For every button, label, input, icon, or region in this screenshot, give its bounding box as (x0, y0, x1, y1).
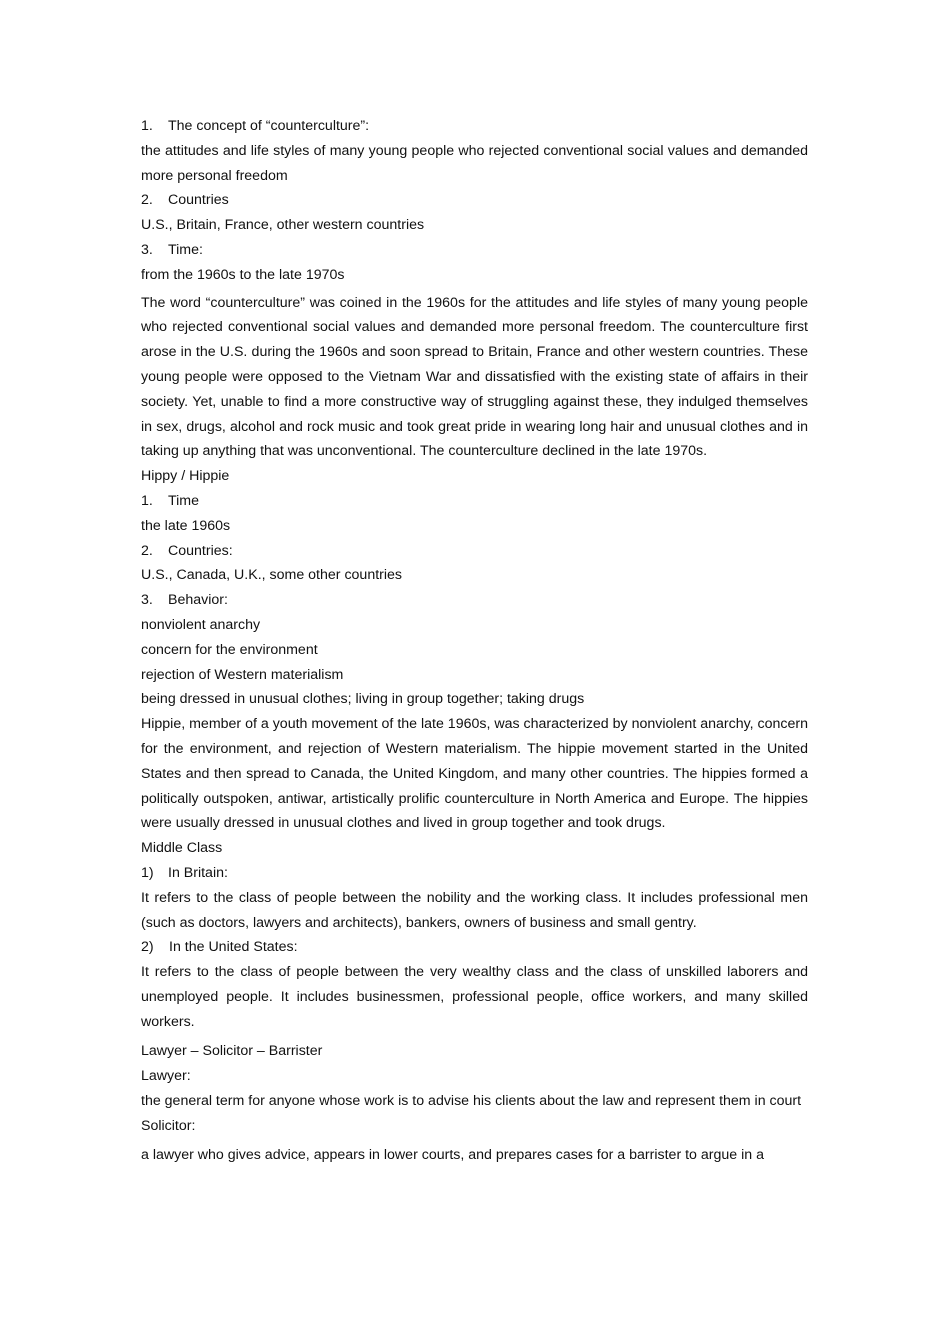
item-label: Countries: (168, 542, 233, 559)
item-number: 2. (141, 542, 153, 559)
item-label: Behavior: (168, 592, 228, 609)
counterculture-item-3 (141, 238, 808, 263)
middle-class-heading: Middle Class (141, 840, 223, 857)
hippie-item-3 (141, 588, 808, 613)
item-number: 2. (141, 192, 153, 209)
solicitor-label: Solicitor: (141, 1117, 196, 1134)
hippie-time: the late 1960s (141, 517, 231, 534)
counterculture-countries: U.S., Britain, France, other western countries (141, 217, 425, 234)
item-label: In the United States: (169, 939, 298, 956)
middle-class-us-text: It refers to the class of people between the very wealthy class and the class of unskilled laborers and unemployed people. It includes businessmen, professional people, office workers, and many skilled workers. (141, 964, 808, 1030)
document-page (141, 114, 808, 1167)
hippie-item-2 (141, 539, 808, 564)
item-label: Time: (168, 241, 203, 258)
item-number: 3. (141, 241, 153, 258)
solicitor-definition: a lawyer who gives advice, appears in lower courts, and prepares cases for a barrister to argue in a (141, 1146, 764, 1163)
counterculture-paragraph: The word “counterculture” was coined in the 1960s for the attitudes and life styles of many young people who rejected conventional social values and demanded more personal freedom. The counterculture first arose in the U.S. during the 1960s and soon spread to Britain, France and other western countries. These young people were opposed to the Vietnam War and dissatisfied with the existing state of affairs in their society. Yet, unable to find a more constructive way of struggling against these, they indulged themselves in sex, drugs, alcohol and rock music and took great pride in wearing long hair and unusual clothes and in taking up anything that was unconventional. The counterculture declined in the late 1970s. (141, 294, 808, 460)
hippie-behavior: being dressed in unusual clothes; living in group together; taking drugs (141, 691, 585, 708)
lawyer-label: Lawyer: (141, 1068, 191, 1085)
item-label: In Britain: (168, 864, 228, 881)
item-number: 1. (141, 118, 153, 134)
middle-class-item-1 (141, 861, 808, 886)
hippie-behavior: nonviolent anarchy (141, 616, 261, 633)
hippie-heading: Hippy / Hippie (141, 468, 230, 485)
middle-class-item-2 (141, 935, 808, 960)
item-label: Countries (168, 192, 229, 209)
counterculture-item-2 (141, 188, 808, 213)
item-number: 1. (141, 492, 153, 509)
item-label: The concept of “counterculture”: (168, 118, 370, 134)
hippie-behavior: rejection of Western materialism (141, 666, 344, 683)
hippie-paragraph: Hippie, member of a youth movement of the late 1960s, was characterized by nonviolent anarchy, concern for the environment, and rejection of Western materialism. The hippie movement started in the United States and then spread to Canada, the United Kingdom, and many other countries. The hippies formed a politically outspoken, antiwar, artistically prolific counterculture in North America and Europe. The hippies were usually dressed in unusual clothes and lived in group together and took drugs. (141, 716, 808, 832)
item-label: Time (168, 492, 200, 509)
hippie-countries: U.S., Canada, U.K., some other countries (141, 567, 403, 584)
middle-class-britain-text: It refers to the class of people between the nobility and the working class. It includes professional men (such as doctors, lawyers and architects), bankers, owners of business and small gentry. (141, 889, 808, 931)
hippie-behavior: concern for the environment (141, 641, 318, 658)
item-number: 2) (141, 939, 154, 956)
counterculture-definition: the attitudes and life styles of many young people who rejected conventional social values and demanded more personal freedom (141, 142, 808, 184)
item-number: 1) (141, 864, 154, 881)
counterculture-time: from the 1960s to the late 1970s (141, 266, 345, 283)
hippie-item-1 (141, 489, 808, 514)
counterculture-item-1 (141, 114, 808, 139)
lawyer-definition: the general term for anyone whose work is to advise his clients about the law and represent them in court (141, 1093, 802, 1110)
item-number: 3. (141, 592, 153, 609)
lawyer-heading: Lawyer – Solicitor – Barrister (141, 1043, 323, 1060)
